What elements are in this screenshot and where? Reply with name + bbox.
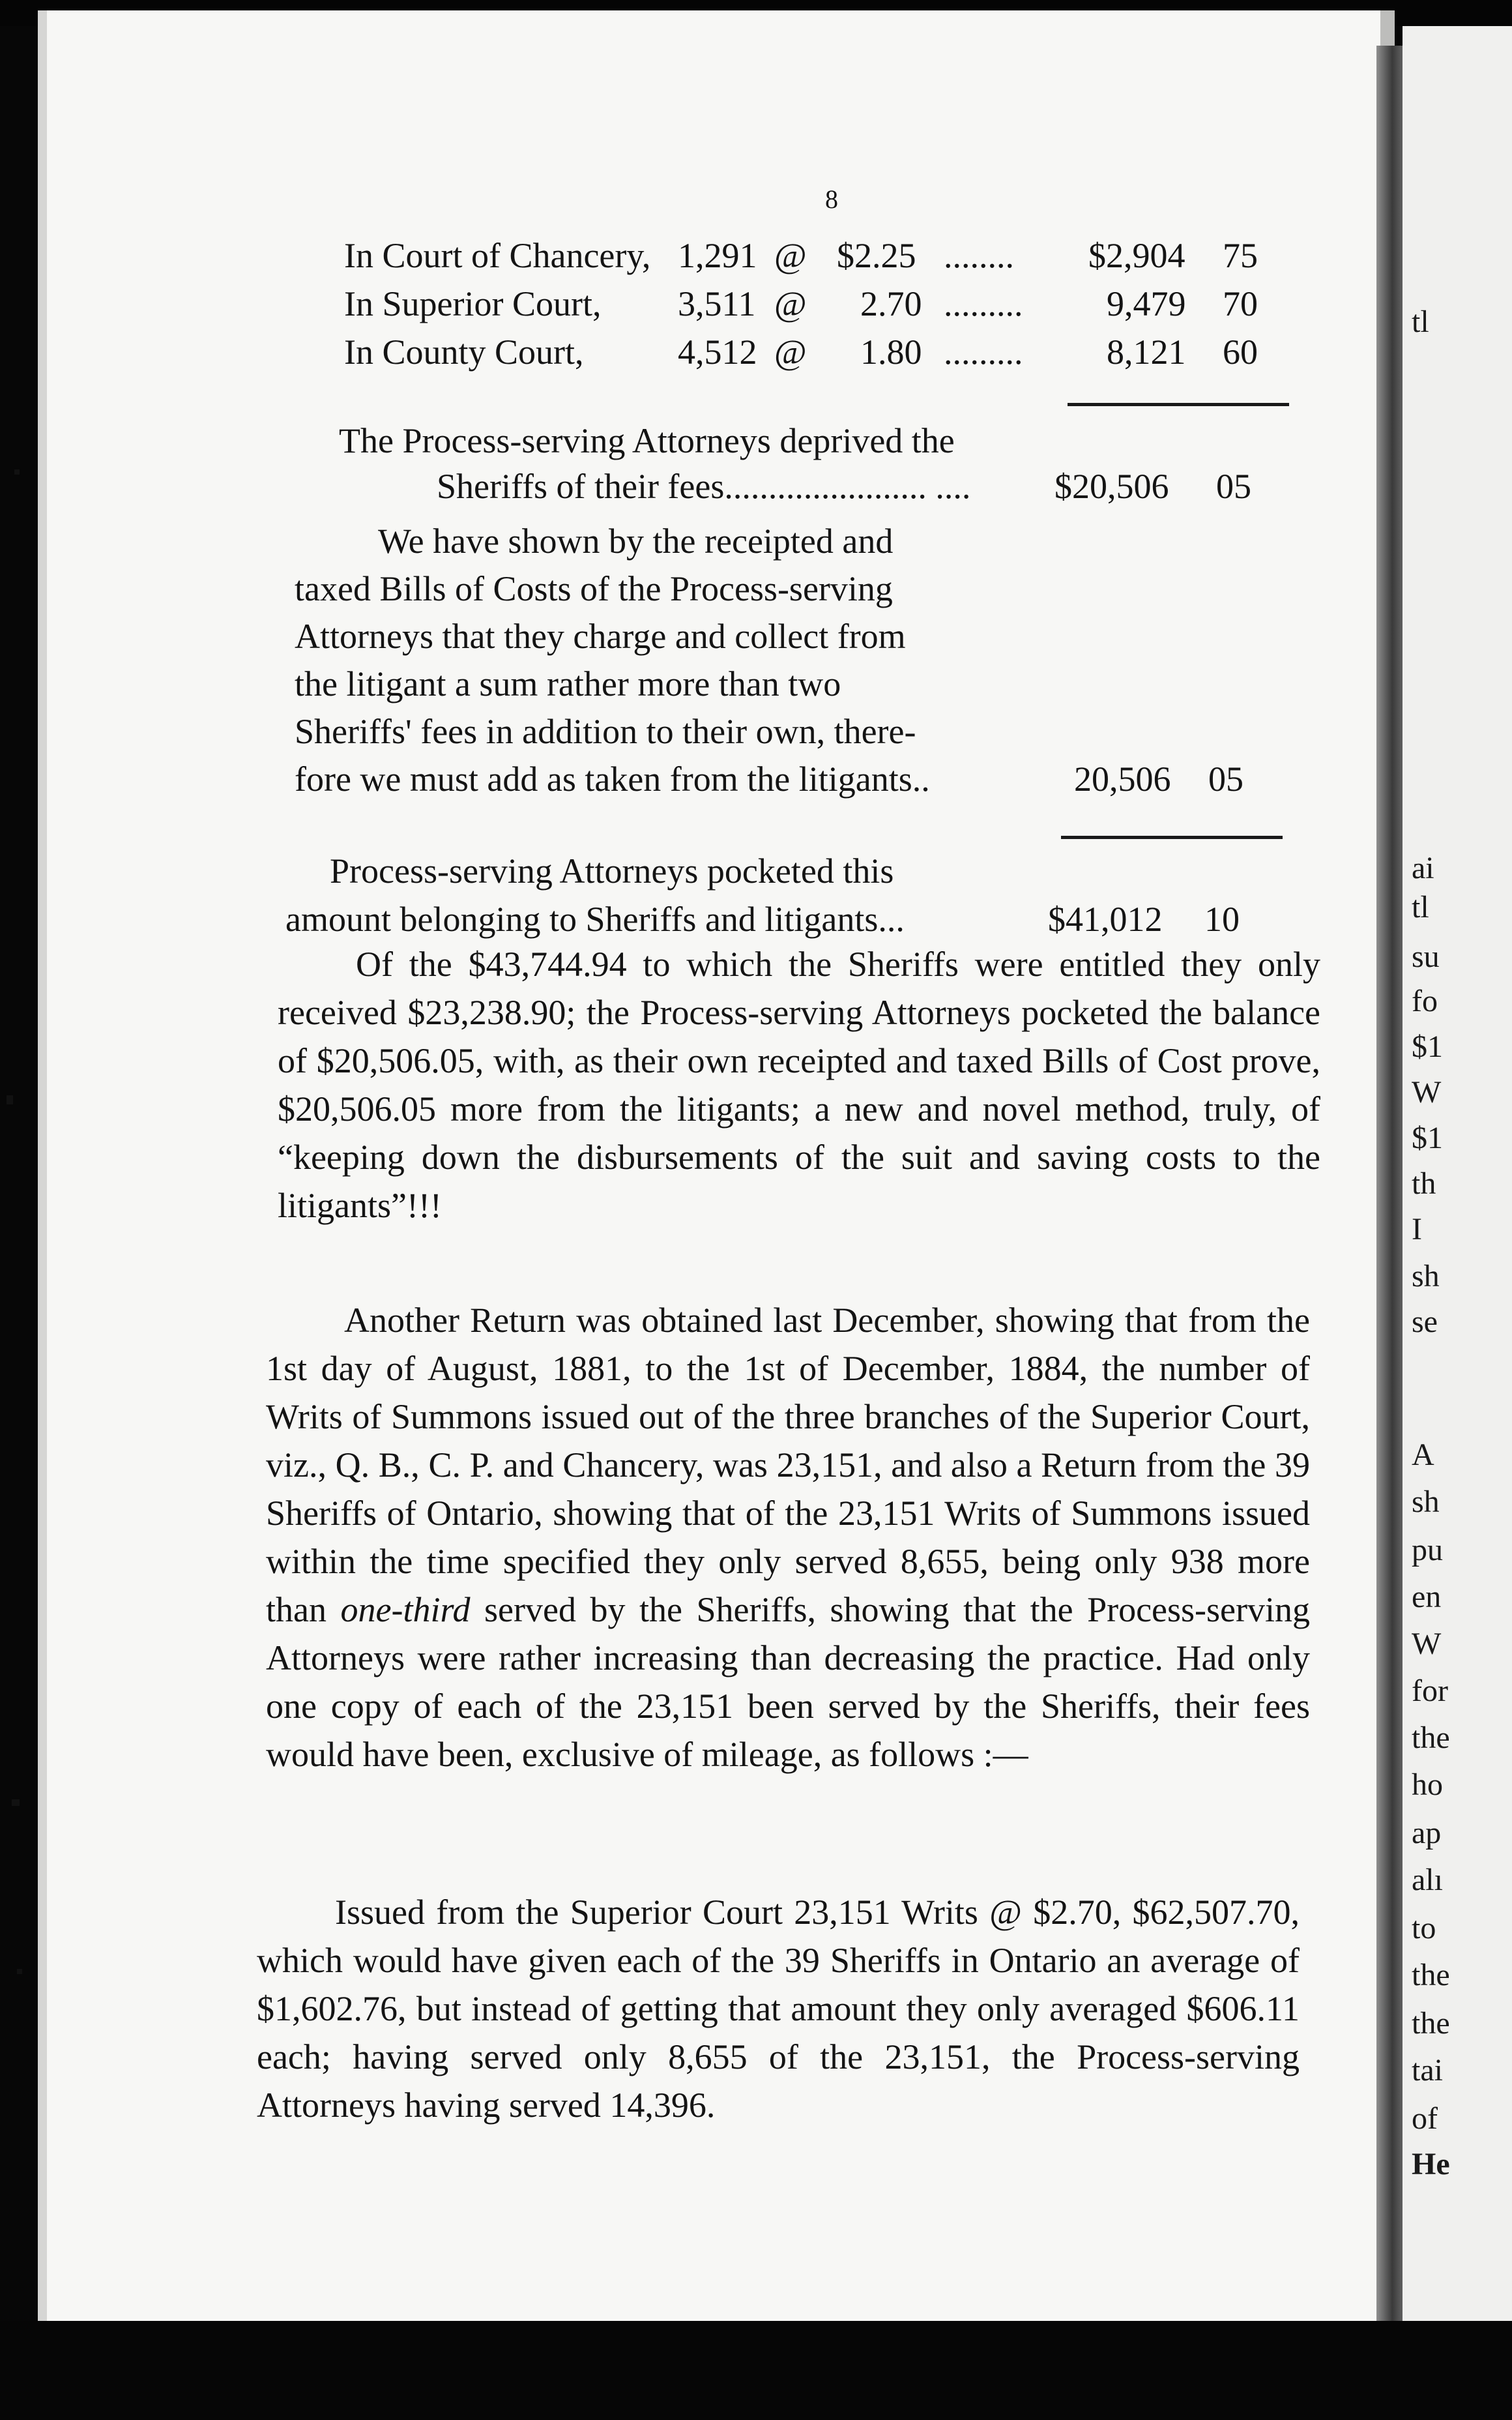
fragment-text: ap [1412, 1816, 1442, 1850]
fragment-text: the [1412, 1720, 1450, 1755]
text-line: fore we must add as taken from the litigants.. [295, 760, 930, 799]
book-page [38, 10, 1395, 2341]
court-name: In Superior Court, [344, 284, 602, 323]
paragraph-another-return [266, 1296, 1310, 1778]
fragment-text: $1 [1412, 1121, 1443, 1155]
fragment-text: alı [1412, 1863, 1443, 1897]
paragraph-superior-court: Issued from the Superior Court 23,151 Writs @ $2.70, $62,507.70, which would have given each of the 39 Sheriffs in Ontario an average of $1,602.76, but instead of getting that amount they only averaged $606.11 each; having served only 8,655 of the 23,151, the Process-serving Attorneys having served 14,396. [257, 1893, 1300, 2125]
writ-count: 1,291 [678, 236, 757, 275]
receipted-cents: 05 [1208, 760, 1243, 799]
leader-dots: ........ [944, 236, 1014, 275]
fragment-text: sh [1412, 1259, 1440, 1293]
court-name: In Court of Chancery, [344, 236, 651, 275]
paragraph-text: Another Return was obtained last December, showing that from the 1st day of August, 1881, to the 1st of December, 1884, the number of Writs of Summons issued out of the three branches of the Superior Court, viz., Q. B., C. P. and Chancery, was 23,151, and also a Return from the 39 Sheriffs of Ontario, showing that of the 23,151 Writs of Summons issued within the time specified they only served 8,655, being only 938 more than [266, 1301, 1310, 1629]
fragment-text: tl [1412, 890, 1429, 924]
court-name: In County Court, [344, 332, 584, 372]
fragment-text: tl [1412, 304, 1429, 339]
fragment-text: W [1412, 1627, 1442, 1661]
fragment-text: W [1412, 1075, 1442, 1110]
receipted-amount: 20,506 [1074, 760, 1171, 799]
total-cents: 70 [1223, 284, 1258, 323]
leader-dots: ......... [944, 284, 1023, 323]
paragraph-text: served by the Sheriffs, showing that the Process-serving Attorneys were rather increasing than decreasing the practice. Had only one copy of each of the 23,151 been served by the Sheriffs, their fees would have been, exclusive of mileage, as follows :— [266, 1590, 1311, 1774]
deprived-cents: 05 [1216, 467, 1251, 506]
fragment-text: sh [1412, 1484, 1440, 1519]
scan-speck [7, 1095, 13, 1104]
total-amount: 9,479 [1107, 284, 1186, 323]
scan-speck [17, 1969, 22, 1974]
scan-bottom-edge [0, 2321, 1512, 2420]
fragment-text: the [1412, 1958, 1450, 1992]
fragment-text: se [1412, 1305, 1438, 1339]
fragment-text: ho [1412, 1767, 1443, 1802]
fragment-text: fo [1412, 984, 1438, 1018]
page-number: 8 [825, 184, 838, 214]
sum-rule [1068, 403, 1289, 406]
fragment-text: I [1412, 1212, 1422, 1247]
fragment-text: for [1412, 1674, 1448, 1708]
pocketed-cents: 10 [1204, 900, 1240, 939]
writ-count: 3,511 [678, 284, 756, 323]
book-gutter [1376, 46, 1405, 2321]
pocketed-line-1: Process-serving Attorneys pocketed this [330, 851, 894, 891]
at-sign: @ [774, 284, 807, 323]
fragment-text: $1 [1412, 1029, 1443, 1064]
fragment-text: to [1412, 1911, 1436, 1945]
at-sign: @ [774, 236, 807, 275]
fragment-text: the [1412, 2006, 1450, 2041]
pocketed-amount: $41,012 [1048, 900, 1163, 939]
fragment-text: ai [1412, 851, 1434, 885]
total-cents: 60 [1223, 332, 1258, 372]
deprived-line-1: The Process-serving Attorneys deprived the [339, 421, 955, 460]
deprived-line-2: Sheriffs of their fees....................... .... [437, 467, 971, 506]
scan-speck [14, 469, 20, 475]
paragraph-sheriffs-entitled: Of the $43,744.94 to which the Sheriffs were entitled they only received $23,238.90; the Process-serving Attorneys pocketed the balance of $20,506.05, with, as their own receipted and taxed Bills of Cost prove, $20,506.05 more from the litigants; a new and novel method, truly, of “keeping down the disbursements of the suit and saving costs to the litigants”!!! [278, 945, 1320, 1225]
total-amount: $2,904 [1088, 236, 1185, 275]
fee-rate: 2.70 [860, 284, 922, 323]
fee-rate: $2.25 [837, 236, 916, 275]
fragment-text: su [1412, 939, 1440, 974]
emphasis-text: one-third [340, 1590, 471, 1629]
fragment-text: th [1412, 1166, 1436, 1201]
text-line: Sheriffs' fees in addition to their own, there- [295, 712, 916, 751]
facing-page-edge [1403, 26, 1512, 2321]
total-cents: 75 [1223, 236, 1258, 275]
text-line: We have shown by the receipted and [378, 522, 894, 561]
fragment-text: of [1412, 2101, 1438, 2136]
sum-rule [1061, 836, 1283, 839]
fragment-text: A [1412, 1438, 1434, 1472]
pocketed-line-2: amount belonging to Sheriffs and litigants... [285, 900, 905, 939]
deprived-amount: $20,506 [1054, 467, 1169, 506]
leader-dots: ......... [944, 332, 1023, 372]
at-sign: @ [774, 332, 807, 372]
fragment-text: pu [1412, 1533, 1443, 1567]
fragment-text: tai [1412, 2053, 1443, 2088]
text-line: Attorneys that they charge and collect from [295, 617, 906, 656]
text-line: taxed Bills of Costs of the Process-serving [295, 569, 893, 608]
total-amount: 8,121 [1107, 332, 1186, 372]
fee-rate: 1.80 [860, 332, 922, 372]
fragment-text: He [1412, 2147, 1450, 2181]
writ-count: 4,512 [678, 332, 757, 372]
text-line: the litigant a sum rather more than two [295, 664, 841, 703]
scan-speck [12, 1799, 20, 1806]
fragment-text: en [1412, 1580, 1442, 1614]
